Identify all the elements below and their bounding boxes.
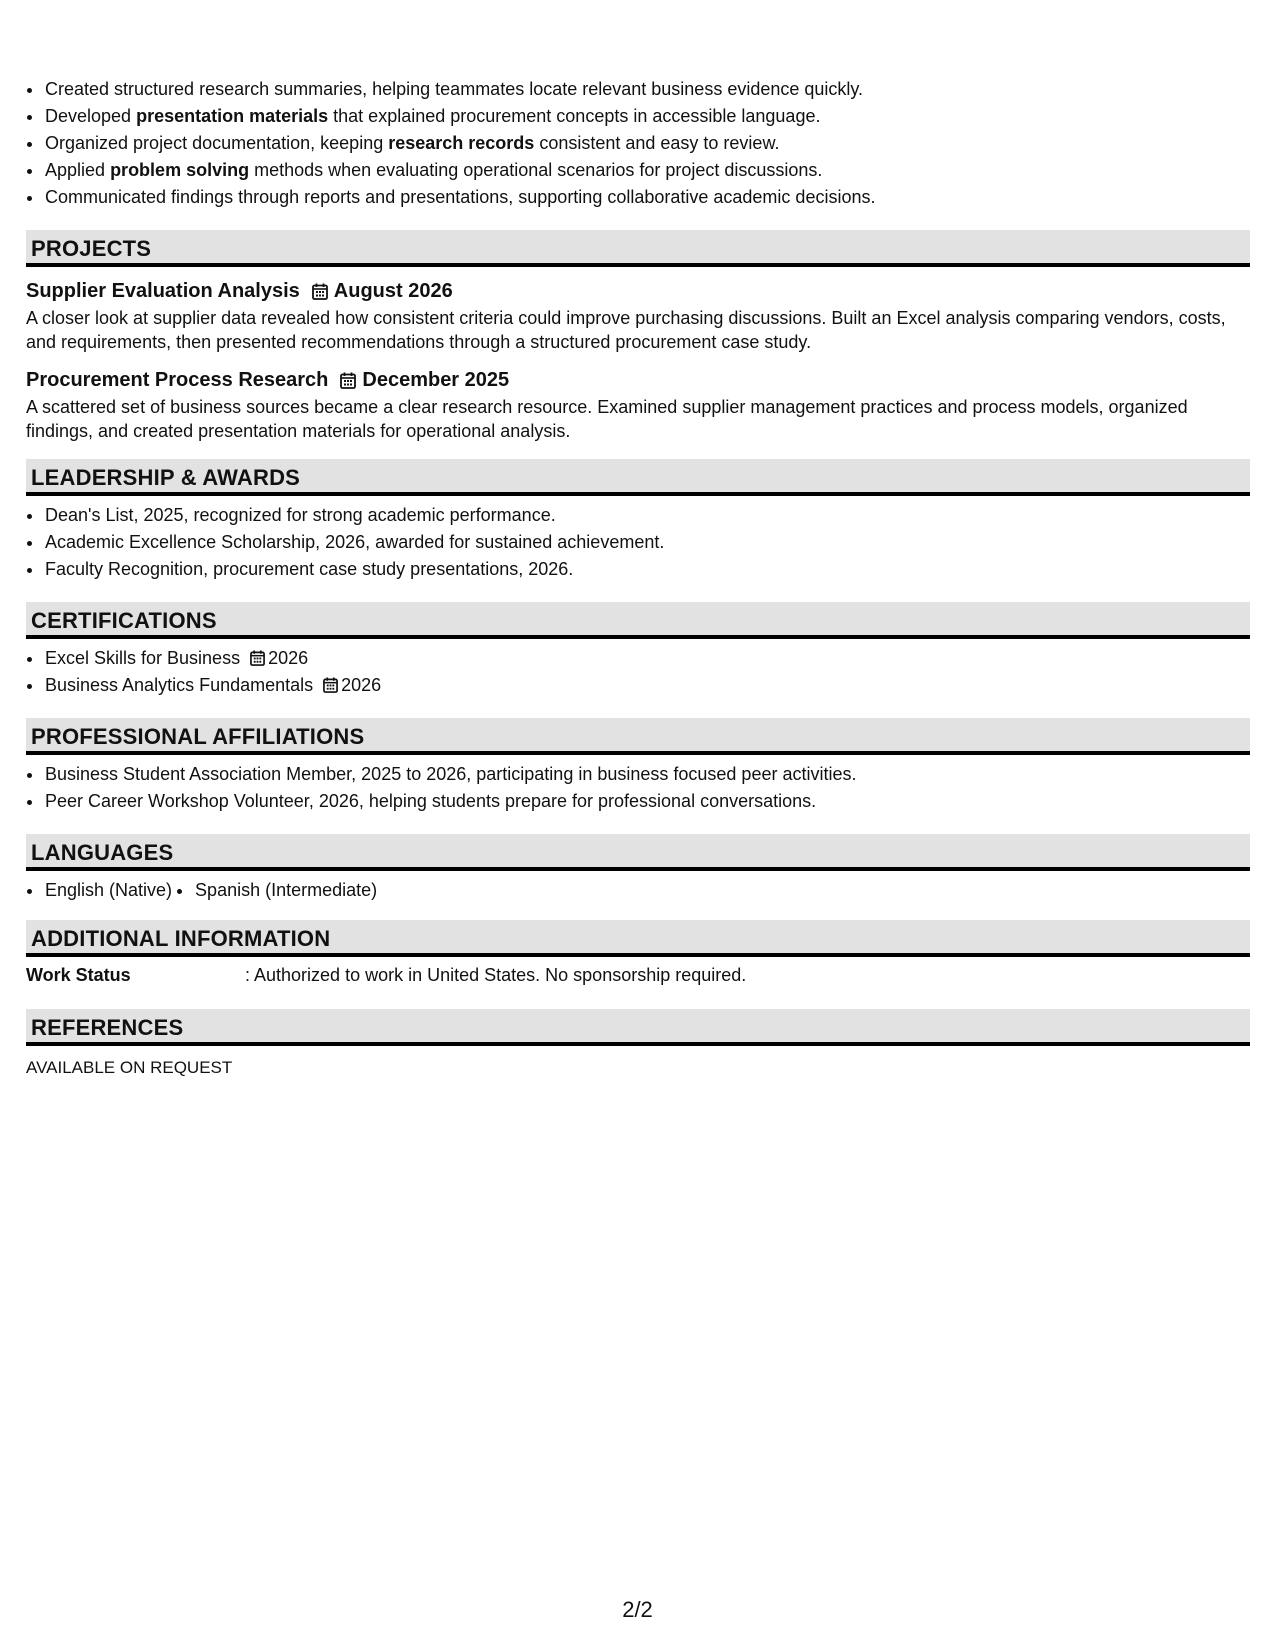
- project-description: A scattered set of business sources became a clear research resource. Examined supplier management practices and process models, organized findings, and created presentation materials for operational analysis.: [26, 397, 1188, 441]
- certification-name: Excel Skills for Business: [45, 648, 241, 668]
- list-item: [44, 157, 1250, 184]
- section-title: PROJECTS: [31, 236, 152, 261]
- section-header-certifications: [26, 602, 1250, 639]
- work-status-row: [26, 963, 1250, 987]
- certification-year: 2026: [268, 648, 309, 668]
- project-title: Supplier Evaluation Analysis: [26, 280, 300, 302]
- bullet-text: that explained procurement concepts in accessible language.: [328, 106, 821, 126]
- section-title: PROFESSIONAL AFFILIATIONS: [31, 724, 365, 749]
- resume-page: [26, 76, 1250, 1080]
- list-item: [44, 103, 1250, 130]
- affiliations-list: [26, 761, 1250, 815]
- calendar-icon: [250, 650, 265, 666]
- leadership-section: [26, 496, 1250, 602]
- section-header-references: [26, 1009, 1250, 1046]
- section-header-languages: [26, 834, 1250, 871]
- list-item: • Peer Career Workshop Volunteer, 2026, helping students prepare for professional conversations.: [44, 788, 1250, 815]
- list-item: [44, 130, 1250, 157]
- project-description: A closer look at supplier data revealed how consistent criteria could improve purchasing discussions. Built an Excel analysis comparing vendors, costs, and requirements, then presented recommendations through a structured procurement case study.: [26, 308, 1226, 352]
- calendar-icon: [312, 283, 328, 300]
- bullet-bold-text: presentation materials: [136, 106, 329, 126]
- section-title: LANGUAGES: [31, 840, 174, 865]
- list-item: • Business Student Association Member, 2025 to 2026, participating in business focused peer activities.: [44, 761, 1250, 788]
- project-title: Procurement Process Research: [26, 369, 329, 391]
- project-item: [26, 277, 1250, 354]
- bullet-text: Applied: [45, 160, 111, 180]
- bullet-text: Organized project documentation, keeping: [45, 133, 389, 153]
- section-title: REFERENCES: [31, 1015, 184, 1040]
- bullet-bold-text: problem solving: [110, 160, 250, 180]
- list-item: [44, 645, 1250, 672]
- work-status-label: Work Status: [26, 965, 131, 985]
- bullet-bold-text: research records: [388, 133, 535, 153]
- bullet-text: Developed: [45, 106, 137, 126]
- list-item: • English (Native): [44, 877, 172, 904]
- additional-section: [26, 957, 1250, 1009]
- certifications-list: [26, 645, 1250, 699]
- project-date: December 2025: [362, 369, 510, 391]
- project-item: [26, 366, 1250, 443]
- project-date: August 2026: [333, 280, 453, 302]
- certifications-section: [26, 639, 1250, 718]
- leadership-list: [26, 502, 1250, 583]
- section-title: ADDITIONAL INFORMATION: [31, 926, 331, 951]
- list-item: • Spanish (Intermediate): [194, 877, 377, 904]
- section-header-additional: [26, 920, 1250, 957]
- bullet-text: Communicated findings through reports and presentations, supporting collaborative academic decisions.: [45, 187, 876, 207]
- affiliations-section: [26, 755, 1250, 834]
- references-text: AVAILABLE ON REQUEST: [26, 1058, 233, 1077]
- section-title: LEADERSHIP & AWARDS: [31, 465, 301, 490]
- list-item: • Dean's List, 2025, recognized for strong academic performance.: [44, 502, 1250, 529]
- section-header-projects: [26, 230, 1250, 267]
- project-title-row: [26, 277, 1250, 305]
- work-status-value: : Authorized to work in United States. No sponsorship required.: [245, 965, 747, 985]
- languages-list: [26, 877, 1250, 904]
- experience-bullets: [26, 76, 1250, 211]
- section-title: CERTIFICATIONS: [31, 608, 217, 633]
- certification-year: 2026: [341, 675, 382, 695]
- projects-section: [26, 267, 1250, 459]
- languages-section: [26, 871, 1250, 920]
- list-item: [44, 672, 1250, 699]
- bullet-text: methods when evaluating operational scenarios for project discussions.: [249, 160, 823, 180]
- project-title-row: [26, 366, 1250, 394]
- list-item: [44, 76, 1250, 103]
- section-header-leadership: [26, 459, 1250, 496]
- certification-name: Business Analytics Fundamentals: [45, 675, 314, 695]
- bullet-text: Created structured research summaries, helping teammates locate relevant business evidence quickly.: [45, 79, 864, 99]
- list-item: • Academic Excellence Scholarship, 2026, awarded for sustained achievement.: [44, 529, 1250, 556]
- page-number: 2/2: [622, 1597, 653, 1622]
- section-header-affiliations: [26, 718, 1250, 755]
- list-item: [44, 184, 1250, 211]
- calendar-icon: [323, 677, 338, 693]
- bullet-text: consistent and easy to review.: [534, 133, 780, 153]
- list-item: • Faculty Recognition, procurement case study presentations, 2026.: [44, 556, 1250, 583]
- calendar-icon: [340, 372, 356, 389]
